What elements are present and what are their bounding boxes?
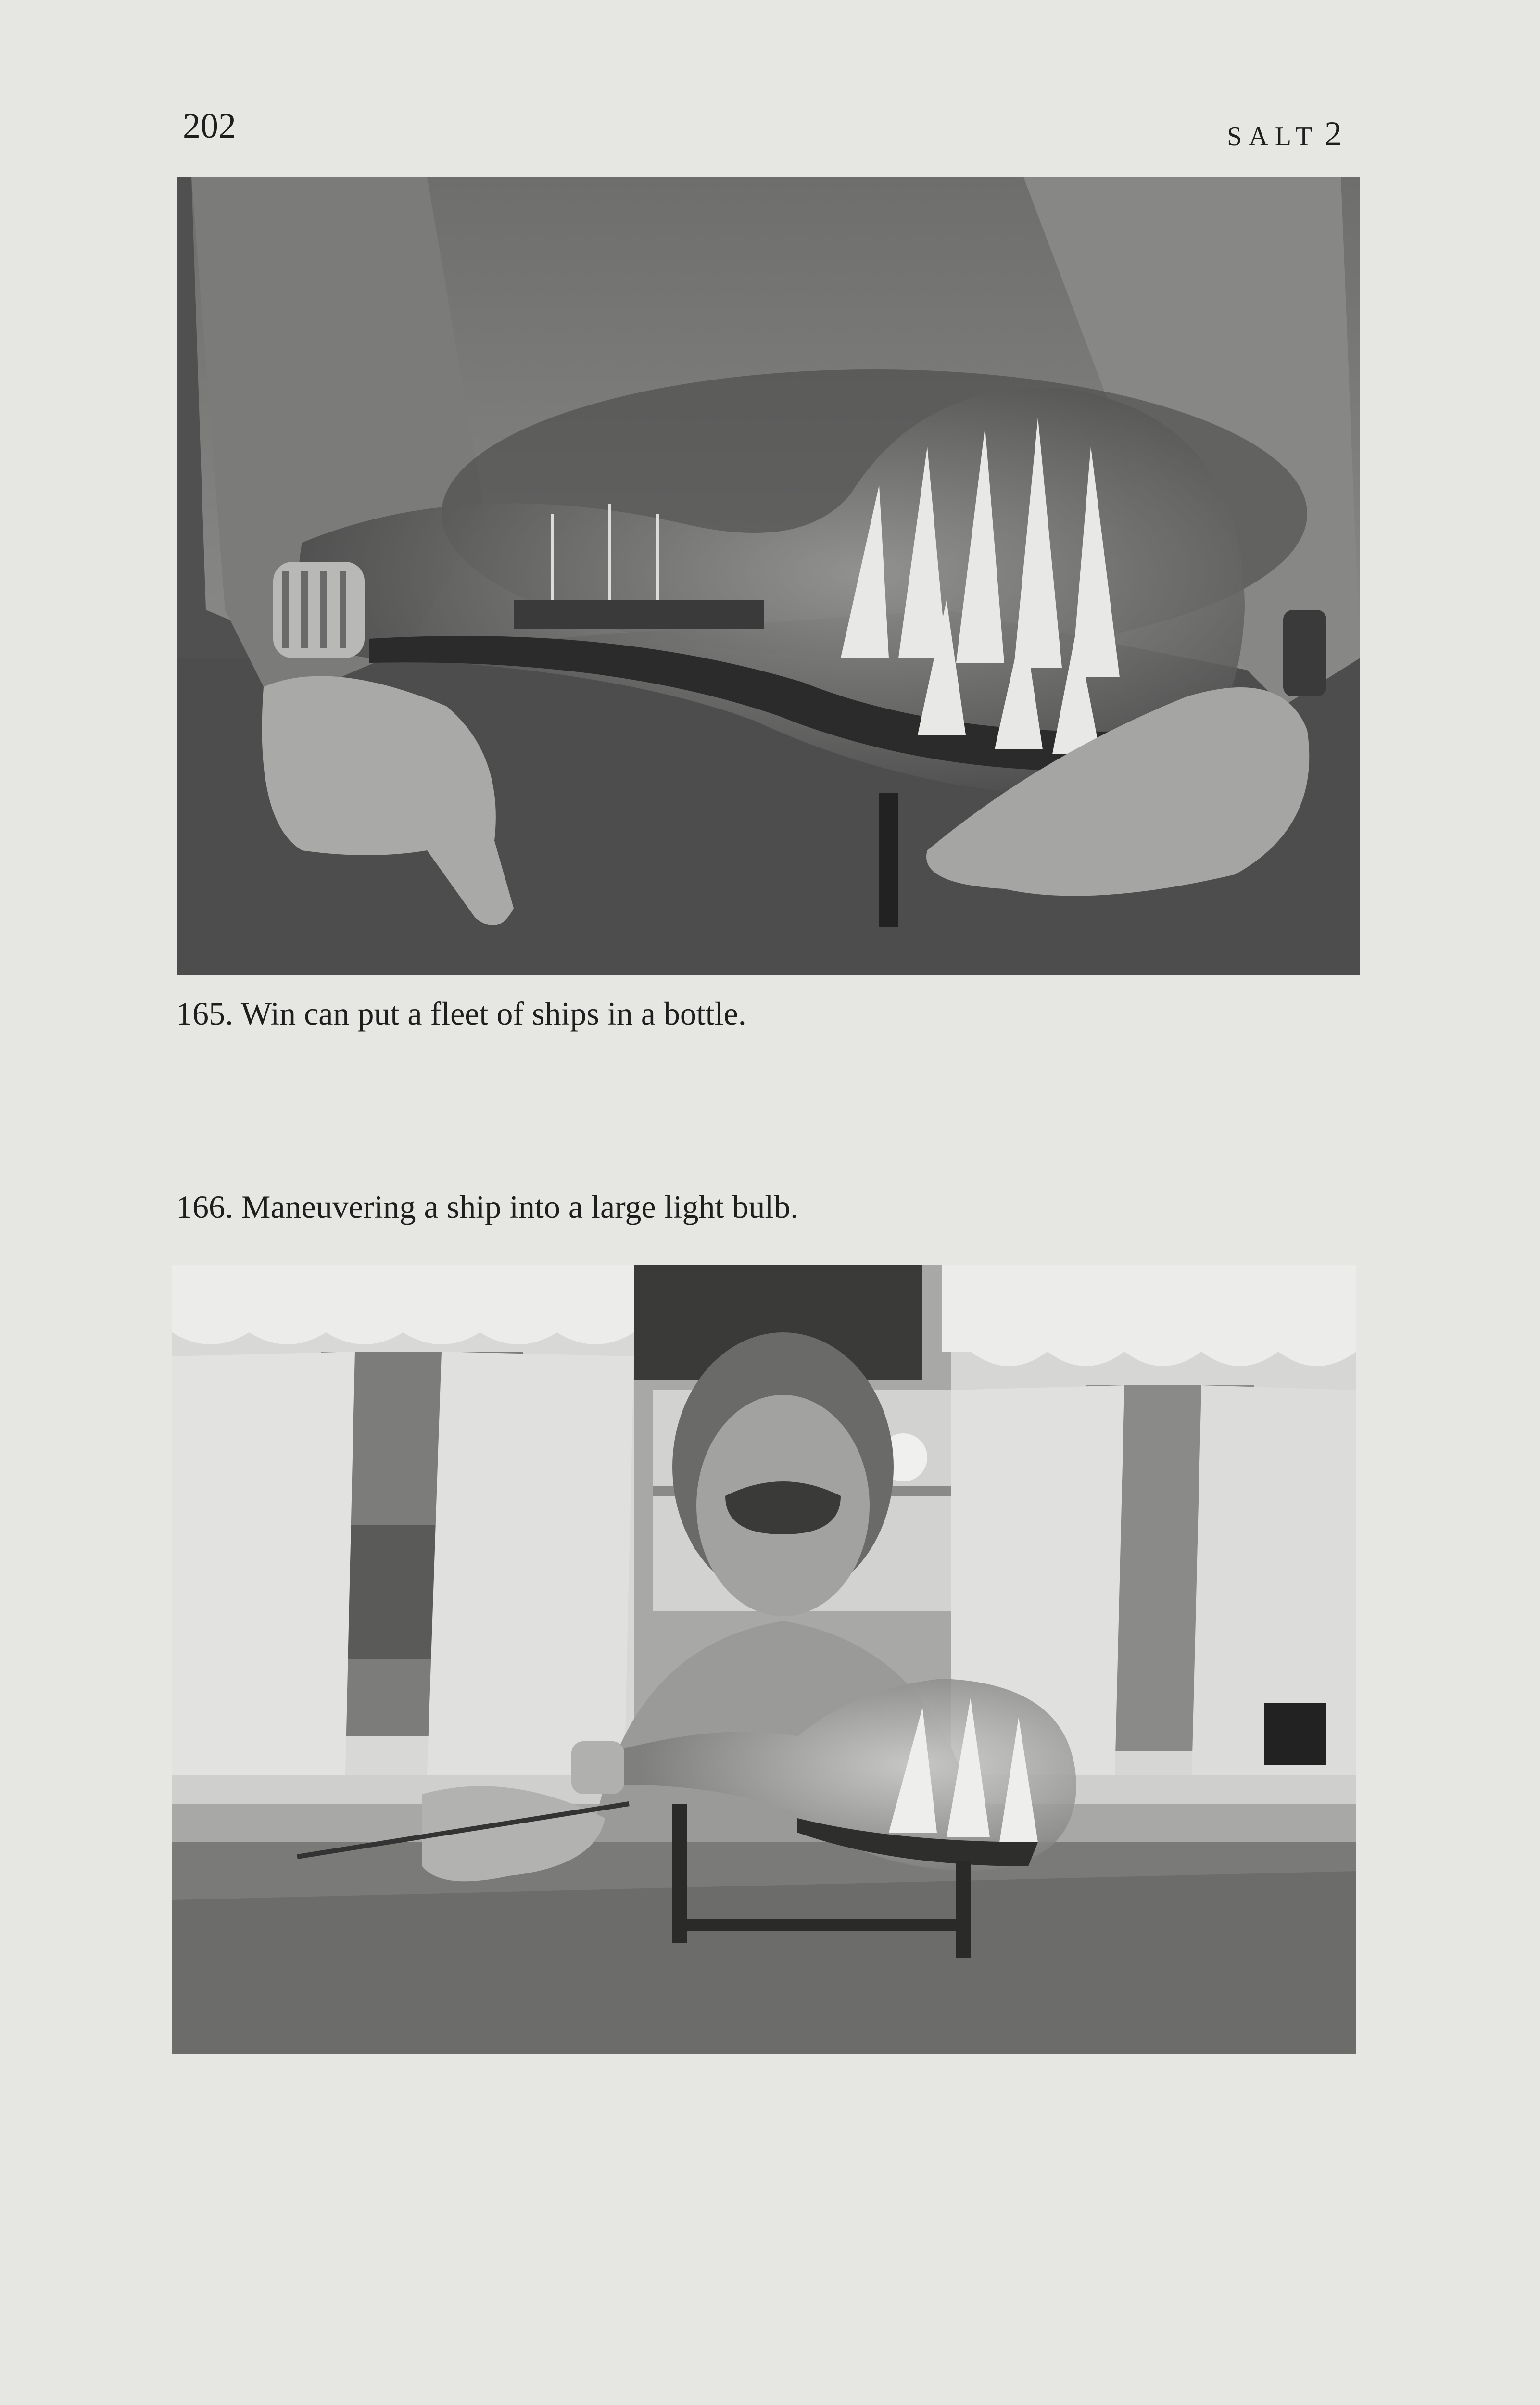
running-title: SALT [1227,122,1319,152]
figure-166-caption: 166. Maneuvering a ship into a large light bulb. [176,1189,799,1225]
figure-165-caption: 165. Win can put a fleet of ships in a bottle. [176,995,746,1032]
running-head [1227,116,1342,151]
photo-man-with-bulb [172,1265,1356,2054]
volume-number: 2 [1325,114,1342,153]
photo-man-with-bulb-image [172,1265,1356,2054]
photo-ships-in-bottle [177,177,1360,975]
photo-ships-in-bottle-image [177,177,1360,975]
page-number: 202 [183,106,236,146]
